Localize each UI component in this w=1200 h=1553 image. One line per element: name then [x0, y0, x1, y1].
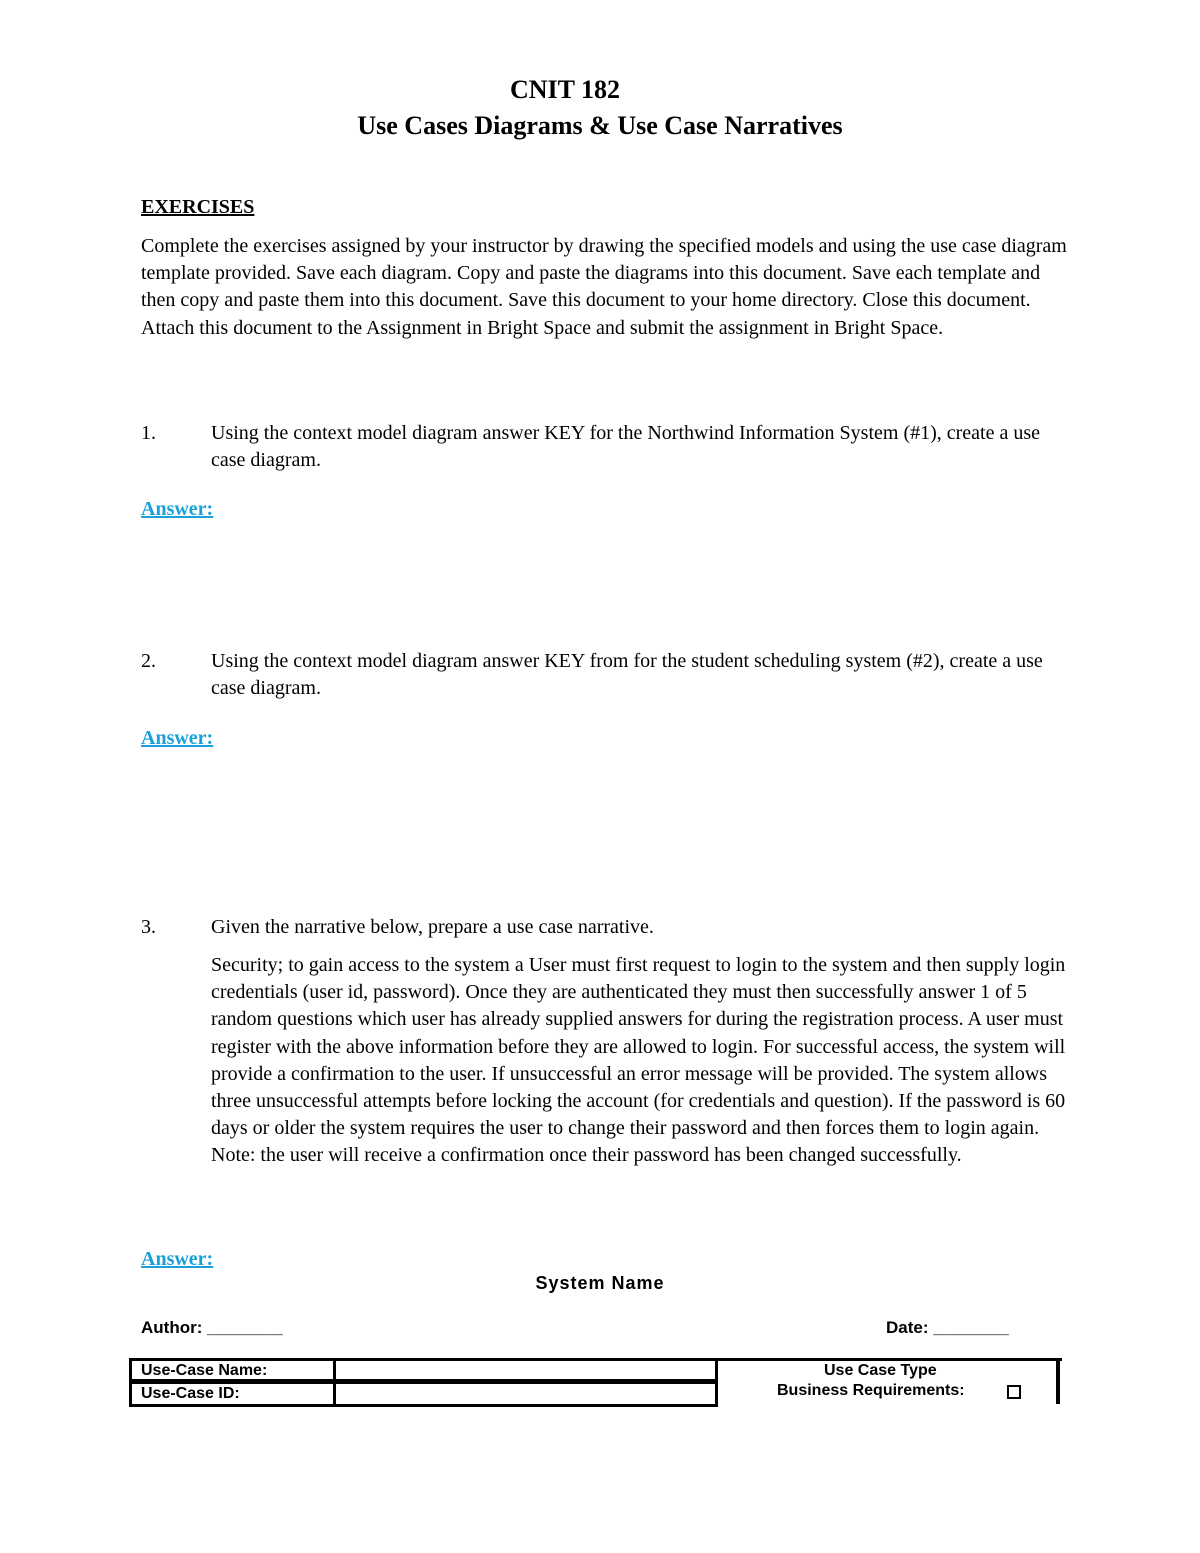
item-1-answer-label: Answer: — [141, 498, 214, 520]
use-case-id-label: Use-Case ID: — [141, 1385, 240, 1402]
table-top-border-right — [712, 1358, 1062, 1361]
item-3-text: Given the narrative below, prepare a use case narrative. — [211, 916, 654, 938]
exercises-intro: Complete the exercises assigned by your instructor by drawing the specified models and using the use case diagram template provided. Save each diagram. Copy and paste the diagrams into this document. Save each template and then copy and paste them into this document. Save this document to your home directory. Close this document. Attach this document to the Assignment in Bright Space and submit the assignment in Bright Space. — [141, 235, 1067, 339]
business-requirements-checkbox[interactable] — [1007, 1385, 1021, 1399]
item-3-answer-label: Answer: — [141, 1248, 214, 1270]
item-3-number: 3. — [141, 916, 156, 938]
date-label: Date: ________ — [886, 1318, 1009, 1337]
use-case-name-label: Use-Case Name: — [141, 1362, 268, 1379]
author-label: Author: ________ — [141, 1318, 283, 1337]
document-title: Use Cases Diagrams & Use Case Narratives — [357, 111, 843, 140]
system-name-label: System Name — [535, 1273, 665, 1293]
course-title: CNIT 182 — [509, 75, 621, 104]
item-1-text: Using the context model diagram answer KEY for the Northwind Information System (#1), create a use case diagram. — [211, 422, 1041, 472]
business-requirements-label: Business Requirements: — [777, 1382, 965, 1399]
item-2-answer-label: Answer: — [141, 727, 214, 749]
item-3-narrative: Security; to gain access to the system a User must first request to login to the system and then supply login credentials (user id, password). Once they are authenticated they must then successfully answer 1 of 5 random questions which user has already supplied answers for during the registration process. A user must register with the above information before they are allowed to login. For successful access, the system will provide a confirmation to the user. If unsuccessful an error message will be provided. The system allows three unsuccessful attempts before locking the account (for credentials and question). If the password is 60 days or older the system requires the user to change their password and then forces them to login again. Note: the user will receive a confirmation once their password has been changed successfully. — [211, 954, 1066, 1167]
table-divider — [333, 1358, 336, 1404]
exercises-heading: EXERCISES — [141, 196, 255, 218]
item-1-number: 1. — [141, 422, 156, 444]
table-right-border — [1056, 1358, 1060, 1404]
item-2-number: 2. — [141, 650, 156, 672]
item-2-text: Using the context model diagram answer KEY from for the student scheduling system (#2), create a use case diagram. — [211, 650, 1043, 700]
use-case-type-label: Use Case Type — [824, 1362, 937, 1379]
